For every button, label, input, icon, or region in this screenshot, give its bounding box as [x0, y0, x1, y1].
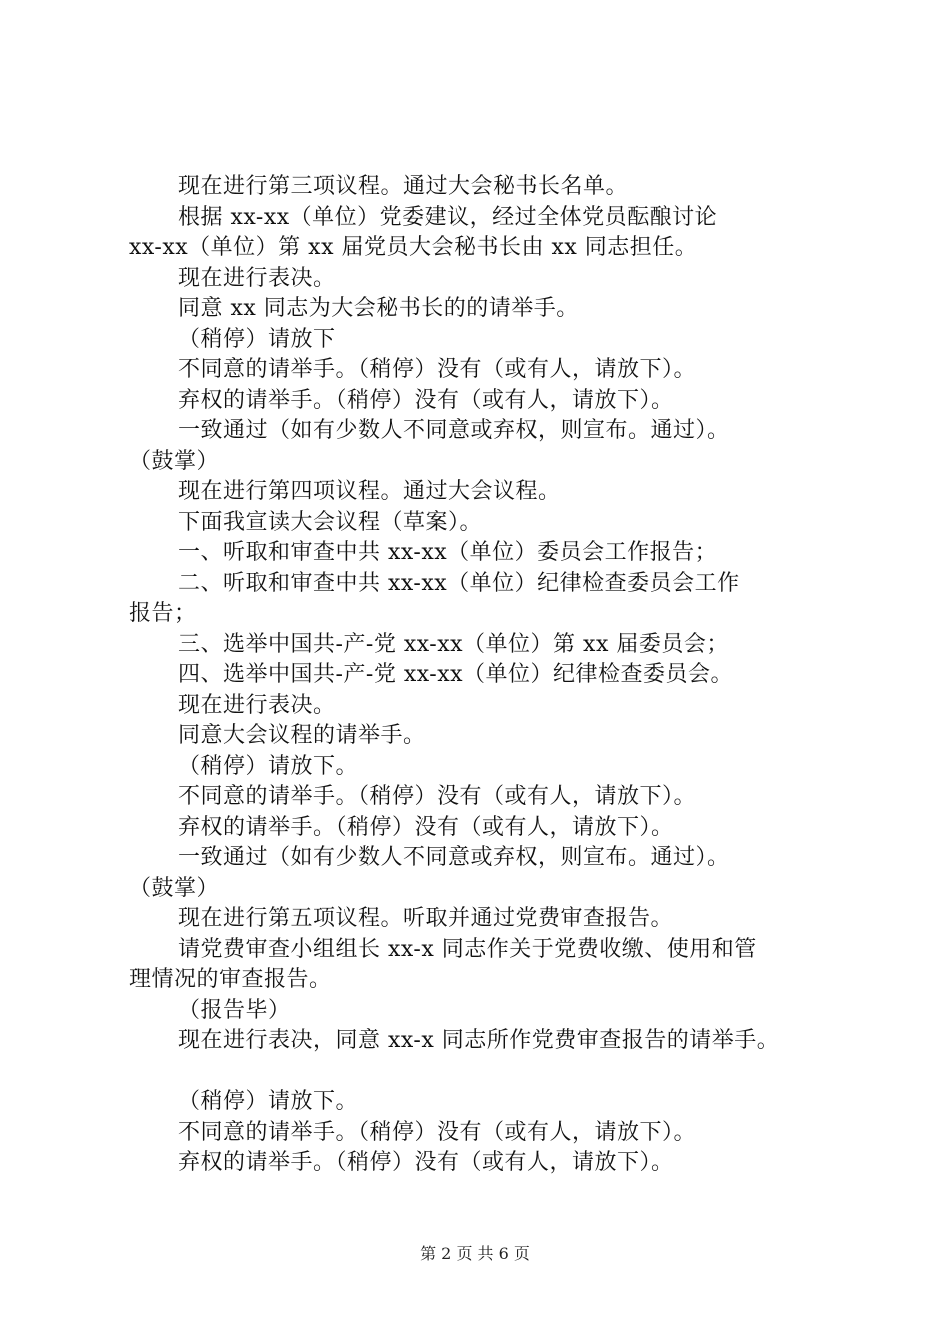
paragraph-line: 现在进行表决。 [178, 692, 336, 718]
document-body [129, 172, 829, 1179]
paragraph-line: 根据 xx-xx（单位）党委建议，经过全体党员酝酿讨论 [178, 204, 718, 230]
paragraph-line: 三、选举中国共-产-党 xx-xx（单位）第 xx 届委员会； [178, 631, 729, 657]
paragraph-line: 一致通过（如有少数人不同意或弃权，则宣布。通过）。 [178, 845, 730, 870]
paragraph-line: 报告； [129, 601, 197, 626]
paragraph-line: 同意大会议程的请举手。 [178, 723, 426, 748]
paragraph-line: 请党费审查小组组长 xx-x 同志作关于党费收缴、使用和管 [178, 936, 757, 962]
page-footer [0, 1244, 950, 1264]
paragraph-line: 一致通过（如有少数人不同意或弃权，则宣布。通过）。 [178, 418, 730, 443]
paragraph-line: 理情况的审查报告。 [129, 967, 332, 992]
paragraph-line: （稍停）请放下 [178, 326, 336, 352]
paragraph-line: 现在进行第四项议程。通过大会议程。 [178, 479, 561, 504]
paragraph-line: 现在进行表决，同意 xx-x 同志所作党费审查报告的请举手。 [178, 1028, 780, 1053]
paragraph-line: 不同意的请举手。（稍停）没有（或有人，请放下）。 [178, 784, 697, 809]
paragraph-line: 一、听取和审查中共 xx-xx（单位）委员会工作报告； [178, 540, 718, 565]
page-number: 第 2 页 共 6 页 [420, 1244, 530, 1263]
paragraph-line: 现在进行第五项议程。听取并通过党费审查报告。 [178, 906, 674, 931]
paragraph-line: （稍停）请放下。 [178, 753, 359, 779]
paragraph-line: 二、听取和审查中共 xx-xx（单位）纪律检查委员会工作 [178, 570, 740, 596]
paragraph-line: 现在进行表决。 [178, 265, 336, 291]
paragraph-line: 不同意的请举手。（稍停）没有（或有人，请放下）。 [178, 1119, 697, 1145]
paragraph-line: 现在进行第三项议程。通过大会秘书长名单。 [178, 174, 629, 199]
paragraph-line: 弃权的请举手。（稍停）没有（或有人，请放下）。 [178, 1150, 674, 1175]
paragraph-line: 弃权的请举手。（稍停）没有（或有人，请放下）。 [178, 814, 674, 840]
paragraph-line: 下面我宣读大会议程（草案）。 [178, 509, 483, 535]
paragraph-line: （鼓掌） [129, 448, 220, 474]
paragraph-line: （鼓掌） [129, 875, 220, 901]
paragraph-line: （稍停）请放下。 [178, 1089, 359, 1114]
paragraph-line: 不同意的请举手。（稍停）没有（或有人，请放下）。 [178, 357, 697, 382]
paragraph-line: （报告毕） [178, 997, 291, 1023]
paragraph-line: 四、选举中国共-产-党 xx-xx（单位）纪律检查委员会。 [178, 662, 734, 687]
paragraph-line: 同意 xx 同志为大会秘书长的的请举手。 [178, 296, 579, 321]
paragraph-line: xx-xx（单位）第 xx 届党员大会秘书长由 xx 同志担任。 [129, 235, 698, 260]
paragraph-line: 弃权的请举手。（稍停）没有（或有人，请放下）。 [178, 387, 674, 413]
